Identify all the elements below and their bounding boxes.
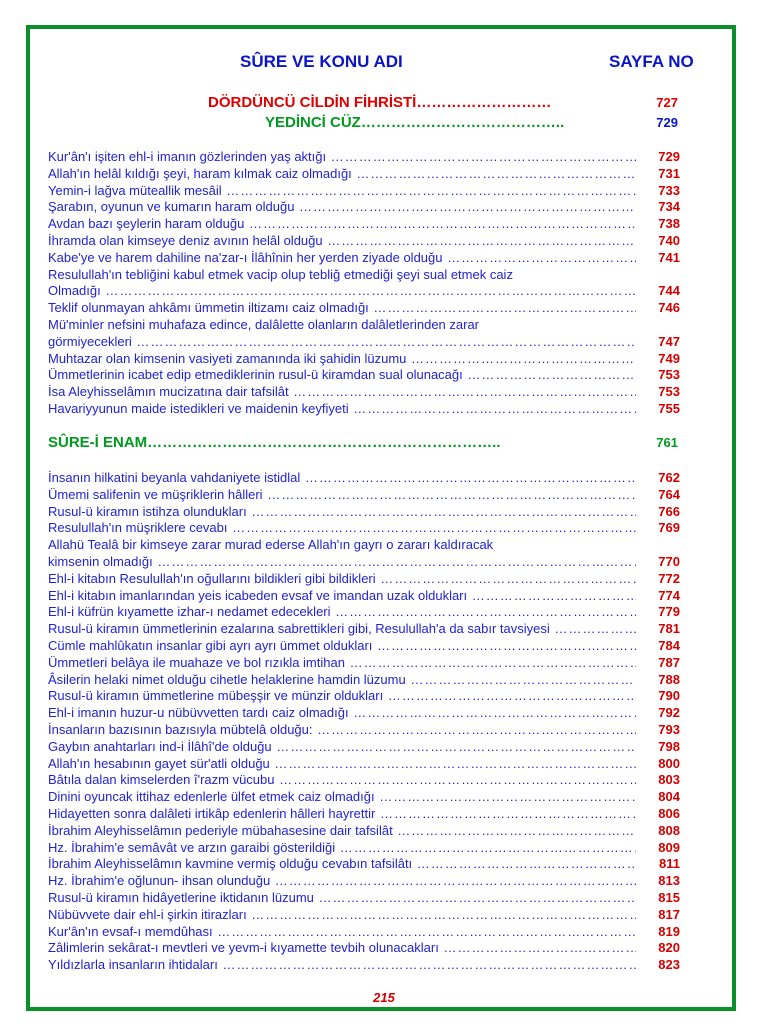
toc-entry (48, 621, 680, 638)
toc-entry-text: Hidayetten sonra dalâleti irtikâp edenlerin hâlleri hayrettir ……………………………………………………………………………………………………………………………………………………………… (48, 806, 636, 823)
toc-entry (48, 216, 680, 233)
page-number: 215 (373, 990, 395, 1005)
toc-entry-text: İnsanın hilkatini beyanla vahdaniyete istidlal ……………………………………………………………………………………………………………………………………………………………… (48, 470, 636, 487)
toc-entry-text: Resulullah'ın müşriklere cevabı ……………………………………………………………………………………………………………………………………………………………… (48, 520, 636, 537)
toc-entry-text: Allahü Tealâ bir kimseye zarar murad ederse Allah'ın gayrı o zararı kaldıracak (48, 537, 494, 553)
toc-entry-text: Kabe'ye ve harem dahiline na'zar-ı İlâhînin her yerden ziyade olduğu ……………………………………………………………………………………………………………………………………………………………… (48, 250, 636, 267)
toc-entry (48, 571, 680, 588)
toc-entry-page: 817 (640, 907, 680, 924)
toc-entry-page: 770 (640, 554, 680, 571)
surah-title: SÛRE-İ ENAM…………………………………………………………….. (48, 434, 501, 451)
toc-entry-text: İbrahim Aleyhisselâmın pederiyle mübahasesine dair tafsilât ……………………………………………………………………………………………………………………………………………………………… (48, 823, 636, 840)
volume-index-heading (0, 94, 768, 114)
toc-entry-page: 733 (640, 183, 680, 200)
toc-entry-text: Cümle mahlûkatın insanlar gibi ayrı ayrı ümmet oldukları ……………………………………………………………………………………………………………………………………………………………… (48, 638, 636, 655)
toc-entry (48, 300, 680, 317)
toc-entry-page: 741 (640, 250, 680, 267)
toc-entry-text: Nübüvvete dair ehl-i şirkin itirazları ……………………………………………………………………………………………………………………………………………………………… (48, 907, 636, 924)
toc-entry-text: Gaybın anahtarları ind-i İlâhî'de olduğu ……………………………………………………………………………………………………………………………………………………………… (48, 739, 636, 756)
toc-entry (48, 907, 680, 924)
toc-entry (48, 756, 680, 773)
toc-entry-page: 809 (640, 840, 680, 857)
toc-entry (48, 504, 680, 521)
toc-entry (48, 957, 680, 974)
toc-entry-text: Havariyyunun maide istedikleri ve maidenin keyfiyeti ……………………………………………………………………………………………………………………………………………………………… (48, 401, 636, 418)
toc-entry-page: 729 (640, 149, 680, 166)
toc-entry-page: 798 (640, 739, 680, 756)
toc-entry-page: 819 (640, 924, 680, 941)
toc-entry-page: 808 (640, 823, 680, 840)
toc-entry-text: Ümmetlerinin icabet edip etmediklerinin rusul-ü kiramdan sual olunacağı ……………………………………………………………………………………………………………………………………………………………… (48, 367, 636, 384)
toc-entry-page: 779 (640, 604, 680, 621)
toc-entry-page: 753 (640, 384, 680, 401)
toc-entry (48, 840, 680, 857)
toc-entry (48, 334, 680, 351)
toc-entry-text: Teklif olunmayan ahkâmı ümmetin iltizamı caiz olmadığı ……………………………………………………………………………………………………………………………………………………………… (48, 300, 636, 317)
toc-entry-page: 790 (640, 688, 680, 705)
toc-entry-page: 804 (640, 789, 680, 806)
toc-entry (48, 149, 680, 166)
toc-entry (48, 183, 680, 200)
toc-entry-page: 811 (640, 856, 680, 873)
toc-entry (48, 233, 680, 250)
toc-entry-text: Mü'minler nefsini muhafaza edince, dalâlette olanların dalâletlerinden zarar (48, 316, 480, 332)
toc-entry-text: Ehl-i imanın huzur-u nübüvvetten tardı caiz olmadığı ……………………………………………………………………………………………………………………………………………………………… (48, 705, 636, 722)
column-header (0, 52, 768, 74)
column-header-page: SAYFA NO (609, 52, 694, 71)
toc-entry-text: Rusul-ü kiramın ümmetlerine mübeşşir ve münzir oldukları ……………………………………………………………………………………………………………………………………………………………… (48, 688, 636, 705)
toc-entry-page: 766 (640, 504, 680, 521)
toc-entry-text: Kur'ân'ı işiten ehl-i imanın gözlerinden yaş aktığı ……………………………………………………………………………………………………………………………………………………………… (48, 149, 636, 166)
toc-entry-text: Rusul-ü kiramın istihza olundukları ……………………………………………………………………………………………………………………………………………………………… (48, 504, 636, 521)
toc-entry-text: Rusul-ü kiramın hidâyetlerine iktidanın lüzumu ……………………………………………………………………………………………………………………………………………………………… (48, 890, 636, 907)
toc-entry (48, 856, 680, 873)
volume-index-page: 727 (656, 95, 678, 110)
section1-entries (48, 149, 680, 418)
toc-entry (48, 588, 680, 605)
toc-entry (48, 283, 680, 300)
section2-entries (48, 470, 680, 974)
toc-entry-text: Dinini oyuncak ittihaz edenlerle ülfet etmek caiz olmadığı ……………………………………………………………………………………………………………………………………………………………… (48, 789, 636, 806)
toc-entry (48, 705, 680, 722)
toc-entry (48, 250, 680, 267)
toc-entry (48, 672, 680, 689)
toc-entry-text: Hz. İbrahim'e oğlunun- ihsan olunduğu ……………………………………………………………………………………………………………………………………………………………… (48, 873, 636, 890)
toc-entry (48, 487, 680, 504)
toc-entry (48, 890, 680, 907)
toc-entry (48, 470, 680, 487)
toc-entry (48, 638, 680, 655)
toc-entry-page: 740 (640, 233, 680, 250)
toc-entry-page: 788 (640, 672, 680, 689)
toc-entry (48, 940, 680, 957)
toc-entry-page: 764 (640, 487, 680, 504)
toc-entry-page: 823 (640, 957, 680, 974)
toc-entry (48, 789, 680, 806)
toc-entry-page: 806 (640, 806, 680, 823)
part-page: 729 (656, 115, 678, 130)
toc-entry-text: Ümemi salifenin ve müşriklerin hâlleri ……………………………………………………………………………………………………………………………………………………………… (48, 487, 636, 504)
toc-entry (48, 351, 680, 368)
toc-entry-text: Yıldızlarla insanların ihtidaları ……………………………………………………………………………………………………………………………………………………………… (48, 957, 636, 974)
toc-entry-page: 734 (640, 199, 680, 216)
toc-entry (48, 806, 680, 823)
part-title: YEDİNCİ CÜZ………………………………….. (265, 114, 565, 131)
toc-entry-text: Âsilerin helaki nimet olduğu cihetle helaklerine hamdin lüzumu ……………………………………………………………………………………………………………………………………………………………… (48, 672, 636, 689)
toc-entry-text: Ehl-i küfrün kıyamette izhar-ı nedamet edecekleri ……………………………………………………………………………………………………………………………………………………………… (48, 604, 636, 621)
toc-entry-text: Allah'ın hesabının gayet sür'atli olduğu ……………………………………………………………………………………………………………………………………………………………… (48, 756, 636, 773)
toc-entry-page: 749 (640, 351, 680, 368)
toc-entry-text: Muhtazar olan kimsenin vasiyeti zamanında iki şahidin lüzumu ……………………………………………………………………………………………………………………………………………………………… (48, 351, 636, 368)
toc-entry-text: İnsanların bazısının bazısıyla mübtelâ olduğu: ……………………………………………………………………………………………………………………………………………………………… (48, 722, 636, 739)
toc-entry-text: Hz. İbrahim'e semâvât ve arzın garaibi gösterildiği ……………………………………………………………………………………………………………………………………………………………… (48, 840, 636, 857)
toc-entry-page: 755 (640, 401, 680, 418)
column-header-title: SÛRE VE KONU ADI (240, 52, 403, 71)
part-heading (0, 114, 768, 134)
toc-entry-page: 820 (640, 940, 680, 957)
toc-entry-text: İsa Aleyhisselâmın mucizatına dair tafsilât ……………………………………………………………………………………………………………………………………………………………… (48, 384, 636, 401)
toc-entry (48, 199, 680, 216)
toc-entry-page: 746 (640, 300, 680, 317)
toc-entry (48, 722, 680, 739)
toc-entry (48, 823, 680, 840)
toc-entry (48, 554, 680, 571)
toc-entry-page: 792 (640, 705, 680, 722)
toc-entry (48, 688, 680, 705)
toc-entry (48, 537, 680, 554)
toc-entry-page: 744 (640, 283, 680, 300)
toc-entry-text: kimsenin olmadığı ……………………………………………………………………………………………………………………………………………………………… (48, 554, 636, 571)
toc-entry (48, 166, 680, 183)
toc-entry (48, 267, 680, 284)
toc-entry (48, 924, 680, 941)
toc-entry-page: 738 (640, 216, 680, 233)
toc-entry (48, 655, 680, 672)
toc-entry (48, 772, 680, 789)
volume-index-title: DÖRDÜNCÜ CİLDİN FİHRİSTİ……………………… (208, 94, 552, 111)
toc-entry-page: 800 (640, 756, 680, 773)
toc-entry-text: Avdan bazı şeylerin haram olduğu ……………………………………………………………………………………………………………………………………………………………… (48, 216, 636, 233)
toc-entry (48, 367, 680, 384)
toc-entry-page: 813 (640, 873, 680, 890)
toc-entry-page: 762 (640, 470, 680, 487)
toc-entry-text: Kur'ân'ın evsaf-ı memdûhası ……………………………………………………………………………………………………………………………………………………………… (48, 924, 636, 941)
toc-entry (48, 401, 680, 418)
toc-entry-text: Şarabın, oyunun ve kumarın haram olduğu ……………………………………………………………………………………………………………………………………………………………… (48, 199, 636, 216)
toc-entry-page: 793 (640, 722, 680, 739)
toc-entry (48, 739, 680, 756)
toc-entry-text: Allah'ın helâl kıldığı şeyi, haram kılmak caiz olmadığı ……………………………………………………………………………………………………………………………………………………………… (48, 166, 636, 183)
toc-entry-page: 815 (640, 890, 680, 907)
toc-entry (48, 604, 680, 621)
toc-entry-text: Zâlimlerin sekârat-ı mevtleri ve yevm-i kıyamette tevbih olunacakları ……………………………………………………………………………………………………………………………………………………………… (48, 940, 636, 957)
toc-entry-page: 769 (640, 520, 680, 537)
toc-entry-page: 747 (640, 334, 680, 351)
toc-entry-text: İbrahim Aleyhisselâmın kavmine vermiş olduğu cevabın tafsilâtı ……………………………………………………………………………………………………………………………………………………………… (48, 856, 636, 873)
surah-page: 761 (656, 435, 678, 450)
toc-entry-text: Olmadığı ……………………………………………………………………………………………………………………………………………………………… (48, 283, 636, 300)
toc-entry-page: 731 (640, 166, 680, 183)
toc-entry-page: 784 (640, 638, 680, 655)
toc-entry (48, 384, 680, 401)
toc-entry-page: 787 (640, 655, 680, 672)
toc-entry-text: Ehl-i kitabın imanlarından yeis icabeden evsaf ve imandan uzak oldukları ……………………………………………………………………………………………………………………………………………………………… (48, 588, 636, 605)
toc-entry (48, 520, 680, 537)
toc-entry-text: İhramda olan kimseye deniz avının helâl olduğu ……………………………………………………………………………………………………………………………………………………………… (48, 233, 636, 250)
toc-entry-page: 772 (640, 571, 680, 588)
toc-entry-page: 753 (640, 367, 680, 384)
toc-entry-page: 781 (640, 621, 680, 638)
toc-entry-page: 803 (640, 772, 680, 789)
toc-entry-text: Resulullah'ın tebliğini kabul etmek vacip olup tebliğ etmediği şeyi sual etmek caiz (48, 266, 513, 282)
toc-entry-text: Ehl-i kitabın Resulullah'ın oğullarını bildikleri gibi bildikleri ……………………………………………………………………………………………………………………………………………………………… (48, 571, 636, 588)
toc-entry (48, 317, 680, 334)
toc-entry (48, 873, 680, 890)
toc-entry-text: Ümmetleri belâya ile muahaze ve bol rızıkla imtihan ……………………………………………………………………………………………………………………………………………………………… (48, 655, 636, 672)
toc-entry-text: Rusul-ü kiramın ümmetlerinin ezalarına sabrettikleri gibi, Resulullah'a da sabır tavsiyesi ……………………………………………………………………………………………………………………………………………………………… (48, 621, 636, 638)
toc-entry-page: 774 (640, 588, 680, 605)
surah-heading (0, 434, 768, 454)
toc-entry-text: Bâtıla dalan kimselerden î'razm vücubu ……………………………………………………………………………………………………………………………………………………………… (48, 772, 636, 789)
toc-entry-text: Yemin-i lağva müteallik mesâil ……………………………………………………………………………………………………………………………………………………………… (48, 183, 636, 200)
toc-entry-text: görmiyecekleri ……………………………………………………………………………………………………………………………………………………………… (48, 334, 636, 351)
